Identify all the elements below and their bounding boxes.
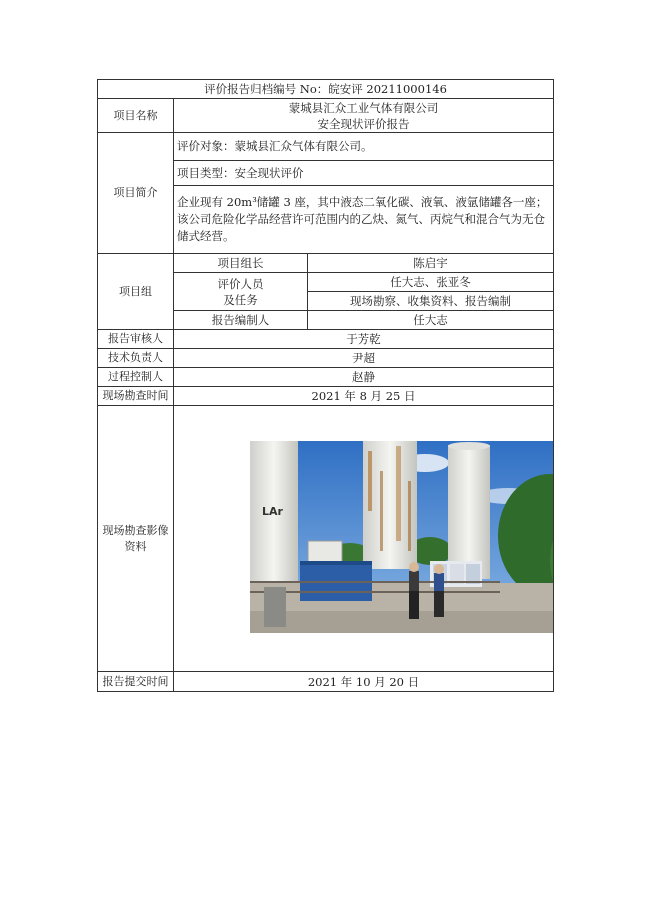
project-description: 企业现有 20m³储罐 3 座，其中液态二氧化碳、液氧、液氩储罐各一座；该公司危险化学品经营许可范围内的乙炔、氮气、丙烷气和混合气为无仓储式经营。: [174, 186, 554, 254]
submit-time-value: 2021 年 10 月 20 日: [174, 672, 554, 692]
tech-lead-label: 技术负责人: [98, 349, 174, 368]
survey-photo-label-line1: 现场勘查影像: [102, 523, 169, 537]
project-name-line1: 蒙城县汇众工业气体有限公司: [288, 100, 439, 115]
submit-time-label: 报告提交时间: [98, 672, 174, 692]
project-type: 项目类型：安全现状评价: [174, 161, 554, 186]
evaluators-label-line2: 及任务: [223, 292, 258, 307]
reviewer-label: 报告审核人: [98, 330, 174, 349]
project-name-line2: 安全现状评价报告: [317, 116, 410, 131]
tech-lead-value: 尹超: [174, 349, 554, 368]
project-intro-label: 项目简介: [98, 133, 174, 254]
evaluation-target: 评价对象：蒙城县汇众气体有限公司。: [174, 133, 554, 161]
evaluators-label-line1: 评价人员: [217, 276, 264, 291]
tasks-value: 现场勘察、收集资料、报告编制: [308, 292, 554, 311]
reviewer-value: 于芳乾: [174, 330, 554, 349]
team-leader-label: 项目组长: [174, 254, 308, 273]
evaluators-label: [174, 273, 308, 311]
project-name-label: 项目名称: [98, 99, 174, 133]
survey-time-value: 2021 年 8 月 25 日: [174, 387, 554, 406]
survey-time-label: 现场勘查时间: [98, 387, 174, 406]
project-team-label: 项目组: [98, 254, 174, 330]
site-survey-photo: [250, 441, 554, 633]
tank-label: LAr: [262, 505, 283, 518]
report-writer-label: 报告编制人: [174, 311, 308, 330]
process-control-value: 赵静: [174, 368, 554, 387]
survey-photo-label: [98, 406, 174, 672]
evaluators-value: 任大志、张亚冬: [308, 273, 554, 292]
team-leader-value: 陈启宇: [308, 254, 554, 273]
project-name-value: [174, 99, 554, 133]
survey-photo-cell: [174, 406, 554, 672]
report-form-table: [97, 79, 554, 692]
report-writer-value: 任大志: [308, 311, 554, 330]
survey-photo-label-line2: 资料: [124, 539, 147, 553]
site-photo-illustration: [250, 441, 554, 633]
process-control-label: 过程控制人: [98, 368, 174, 387]
archive-number-header: 评价报告归档编号 No：皖安评 20211000146: [98, 80, 554, 99]
